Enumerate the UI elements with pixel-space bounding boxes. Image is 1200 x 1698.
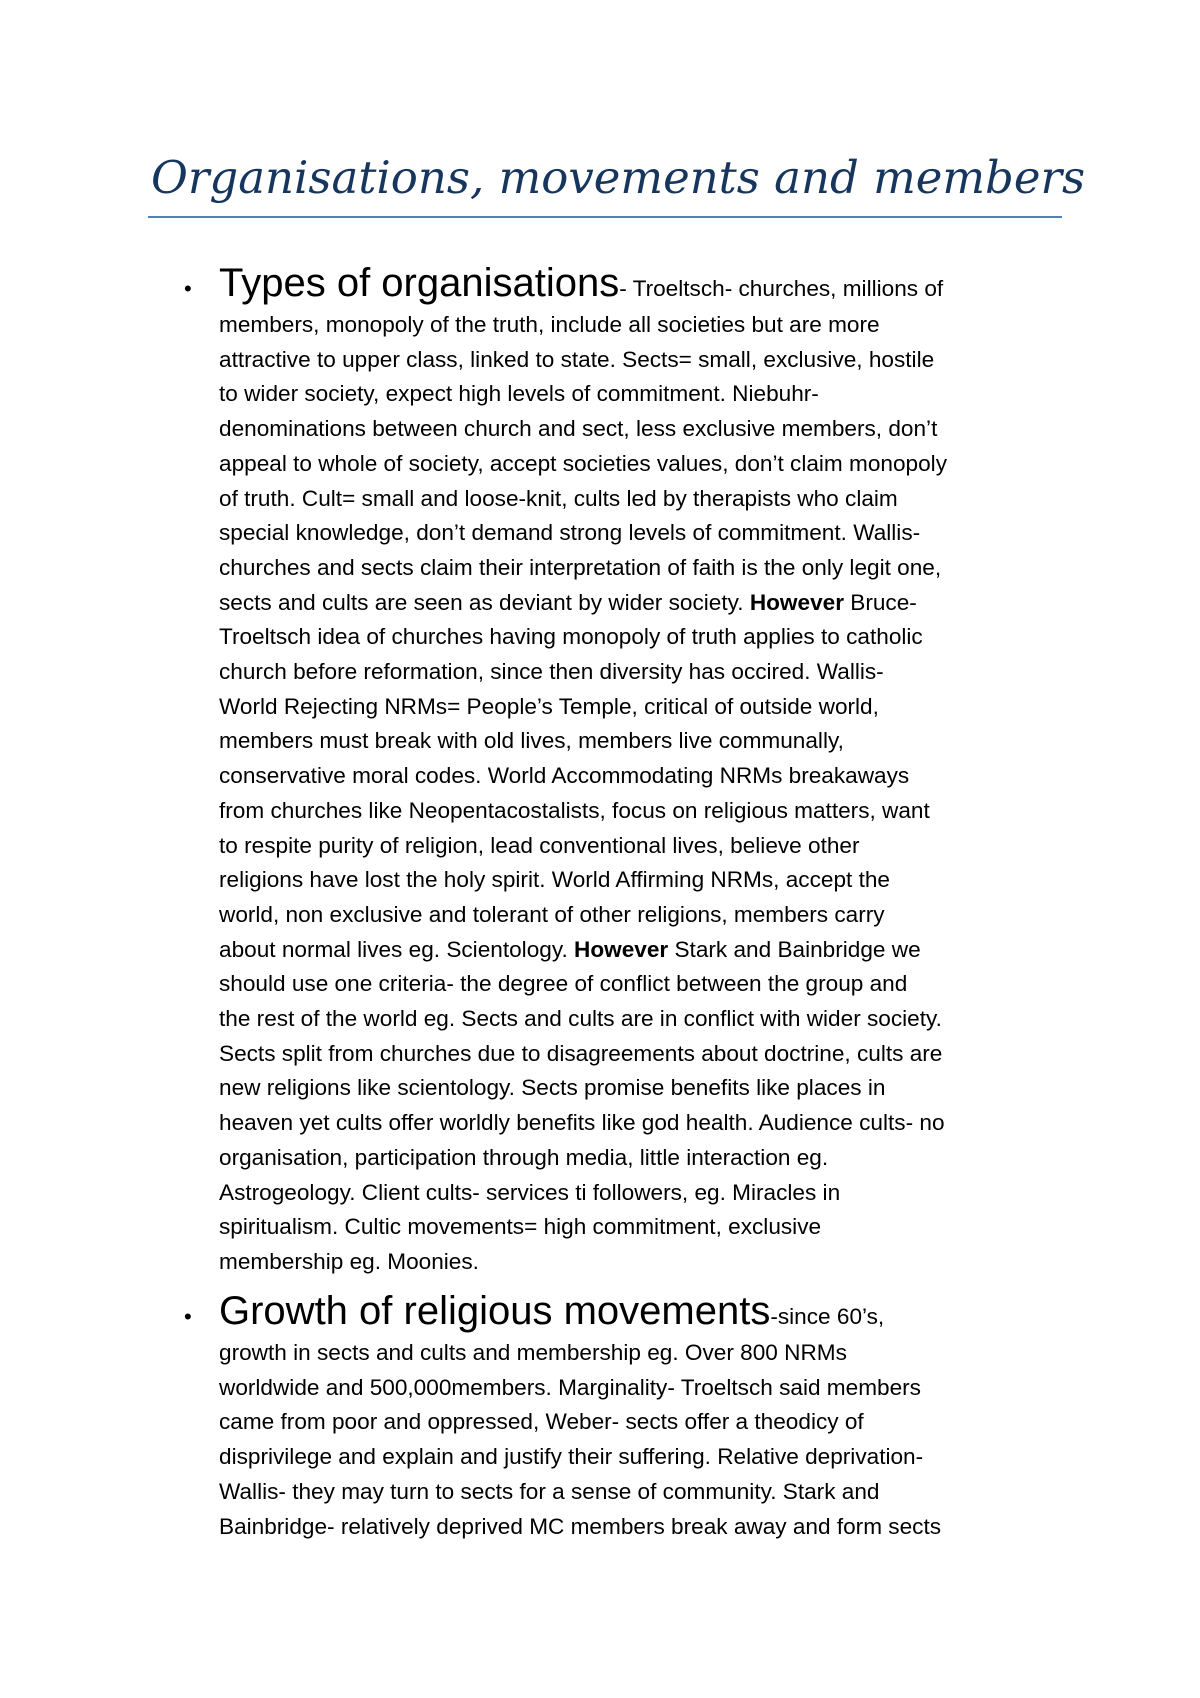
paragraph-line: appeal to whole of society, accept societies values, don’t claim monopoly — [219, 450, 947, 476]
list-item — [184, 1289, 1067, 1544]
paragraph-text: Stark and Bainbridge we — [668, 936, 921, 962]
paragraph-line: to respite purity of religion, lead conventional lives, believe other — [219, 832, 860, 858]
section-heading: Types of organisations — [219, 261, 620, 305]
emphasis-however: However — [574, 936, 669, 962]
paragraph-line: attractive to upper class, linked to state. Sects= small, exclusive, hostile — [219, 346, 935, 372]
paragraph-line: disprivilege and explain and justify their suffering. Relative deprivation- — [219, 1444, 924, 1470]
paragraph-line: world, non exclusive and tolerant of other religions, members carry — [219, 901, 885, 927]
paragraph-line: denominations between church and sect, less exclusive members, don’t — [219, 416, 938, 442]
paragraph-line: Troeltsch idea of churches having monopoly of truth applies to catholic — [219, 624, 923, 650]
paragraph-line: conservative moral codes. World Accommodating NRMs breakaways — [219, 763, 910, 789]
paragraph-text: about normal lives eg. Scientology. — [219, 936, 575, 962]
section-heading: Growth of religious movements — [219, 1289, 771, 1333]
paragraph-line — [219, 1290, 1067, 1336]
bullet-icon: • — [184, 276, 192, 301]
paragraph-line: from churches like Neopentacostalists, focus on religious matters, want — [219, 797, 930, 823]
paragraph-text: sects and cults are seen as deviant by wider society. — [219, 589, 750, 615]
paragraph-line — [219, 933, 1067, 968]
title-underline-rule — [148, 216, 1062, 218]
paragraph-line: Sects split from churches due to disagreements about doctrine, cults are — [219, 1040, 943, 1066]
paragraph-line: Bainbridge- relatively deprived MC members break away and form sects — [219, 1513, 942, 1539]
paragraph-line: churches and sects claim their interpretation of faith is the only legit one, — [219, 554, 942, 580]
paragraph-line: religions have lost the holy spirit. World Affirming NRMs, accept the — [219, 867, 890, 893]
list-item — [184, 261, 1067, 1280]
paragraph-line: members, monopoly of the truth, include all societies but are more — [219, 312, 880, 337]
paragraph-line: came from poor and oppressed, Weber- sects offer a theodicy of — [219, 1409, 864, 1435]
paragraph-text: -since 60’s, — [770, 1304, 885, 1329]
paragraph-line: special knowledge, don’t demand strong levels of commitment. Wallis- — [219, 520, 921, 546]
paragraph-line: worldwide and 500,000members. Marginality- Troeltsch said members — [219, 1374, 921, 1400]
paragraph-line: organisation, participation through media, little interaction eg. — [219, 1144, 829, 1170]
bullet-icon: • — [184, 1304, 192, 1329]
paragraph-line: Wallis- they may turn to sects for a sense of community. Stark and — [219, 1478, 880, 1504]
paragraph-line: membership eg. Moonies. — [219, 1248, 479, 1274]
paragraph-line — [219, 262, 1067, 308]
paragraph-text: Bruce- — [844, 589, 917, 615]
paragraph-line: members must break with old lives, members live communally, — [219, 728, 844, 754]
paragraph-line: of truth. Cult= small and loose-knit, cults led by therapists who claim — [219, 485, 898, 511]
paragraph-line: to wider society, expect high levels of commitment. Niebuhr- — [219, 381, 819, 407]
page-title: Organisations, movements and members — [151, 151, 1086, 204]
paragraph-line: growth in sects and cults and membership eg. Over 800 NRMs — [219, 1340, 847, 1365]
paragraph-line: spiritualism. Cultic movements= high commitment, exclusive — [219, 1214, 822, 1240]
paragraph-line: should use one criteria- the degree of conflict between the group and — [219, 971, 908, 997]
paragraph-text: - Troeltsch- churches, millions of — [619, 276, 944, 301]
paragraph-line: church before reformation, since then diversity has occired. Wallis- — [219, 659, 884, 685]
paragraph-line — [219, 586, 1067, 621]
emphasis-however: However — [749, 589, 844, 615]
paragraph-line: Astrogeology. Client cults- services ti followers, eg. Miracles in — [219, 1179, 841, 1205]
paragraph-line: new religions like scientology. Sects promise benefits like places in — [219, 1075, 886, 1101]
paragraph-line: World Rejecting NRMs= People’s Temple, critical of outside world, — [219, 693, 879, 719]
paragraph-line: the rest of the world eg. Sects and cults are in conflict with wider society. — [219, 1006, 942, 1032]
paragraph-line: heaven yet cults offer worldly benefits like god health. Audience cults- no — [219, 1110, 945, 1136]
